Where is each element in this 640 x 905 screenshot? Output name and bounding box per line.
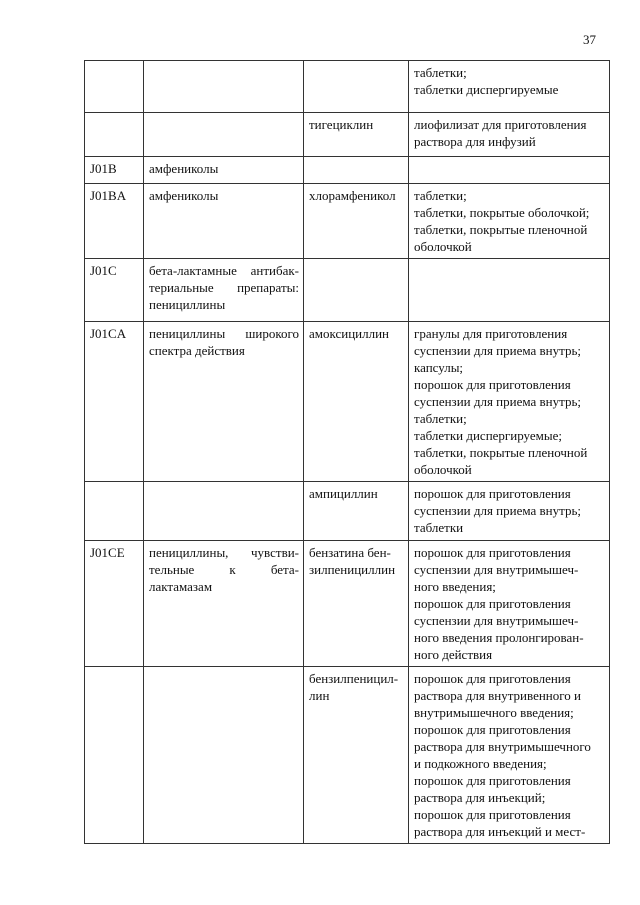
form-line: таблетки диспергируемые [414, 82, 559, 97]
drug-name-line: амоксициллин [309, 326, 390, 341]
group-line: спектра действия [149, 343, 245, 358]
form-line: порошок для приготовления [414, 486, 571, 501]
atc-code: J01CA [90, 326, 127, 341]
form-line: суспензии для приема внутрь; [414, 394, 582, 409]
atc-code-cell [85, 113, 144, 157]
group-line: пенициллины, чувстви- [149, 545, 299, 560]
atc-code-cell [85, 259, 144, 322]
dosage-forms-cell [409, 61, 610, 113]
form-line: раствора для инфузий [414, 134, 536, 149]
drug-name-cell [304, 259, 409, 322]
dosage-forms-cell [409, 541, 610, 667]
table-row [85, 113, 610, 157]
form-line: порошок для приготовления [414, 773, 571, 788]
drug-classification-table [84, 60, 610, 844]
group-line: амфениколы [149, 161, 219, 176]
group-line: териальные препараты: [149, 280, 299, 295]
table-row [85, 61, 610, 113]
table-row [85, 482, 610, 541]
form-line: суспензии для приема внутрь; [414, 343, 582, 358]
group-cell [144, 61, 304, 113]
dosage-forms-cell [409, 113, 610, 157]
drug-name-line: хлорамфеникол [309, 188, 396, 203]
group-line: бета-лактамные антибак- [149, 263, 299, 278]
form-line: порошок для приготовления [414, 377, 571, 392]
group-cell [144, 259, 304, 322]
dosage-forms-cell [409, 482, 610, 541]
group-line: лактамазам [149, 579, 213, 594]
drug-name-line: лин [309, 688, 330, 703]
drug-name-cell [304, 157, 409, 184]
drug-name-line: бензатина бен- [309, 545, 391, 560]
drug-name-cell [304, 61, 409, 113]
form-line: гранулы для приготовления [414, 326, 568, 341]
form-line: оболочкой [414, 239, 472, 254]
form-line: таблетки [414, 520, 464, 535]
group-line: тельные к бета- [149, 562, 299, 577]
form-line: лиофилизат для приготовления [414, 117, 587, 132]
table-row [85, 259, 610, 322]
group-cell [144, 541, 304, 667]
atc-code: J01C [90, 263, 117, 278]
drug-name-line: тигециклин [309, 117, 374, 132]
form-line: порошок для приготовления [414, 807, 571, 822]
atc-code: J01BA [90, 188, 127, 203]
form-line: таблетки, покрытые пленочной [414, 222, 588, 237]
form-line: таблетки, покрытые пленочной [414, 445, 588, 460]
form-line: таблетки; [414, 188, 467, 203]
form-line: раствора для внутримышечного [414, 739, 591, 754]
atc-code-cell [85, 667, 144, 844]
group-cell [144, 184, 304, 259]
atc-code-cell [85, 541, 144, 667]
atc-code-cell [85, 157, 144, 184]
group-line: амфениколы [149, 188, 219, 203]
drug-name-cell [304, 184, 409, 259]
table-row [85, 157, 610, 184]
drug-name-cell [304, 113, 409, 157]
drug-name-cell [304, 322, 409, 482]
drug-name-cell [304, 541, 409, 667]
form-line: внутримышечного введения; [414, 705, 574, 720]
form-line: раствора для инъекций; [414, 790, 546, 805]
form-line: суспензии для внутримышеч- [414, 562, 579, 577]
form-line: раствора для внутривенного и [414, 688, 581, 703]
drug-name-cell [304, 667, 409, 844]
table-row [85, 184, 610, 259]
drug-name-line: зилпенициллин [309, 562, 396, 577]
form-line: таблетки диспергируемые; [414, 428, 562, 443]
drug-name-line: бензилпеницил- [309, 671, 399, 686]
dosage-forms-cell [409, 184, 610, 259]
form-line: порошок для приготовления [414, 596, 571, 611]
form-line: и подкожного введения; [414, 756, 547, 771]
form-line: ного введения пролонгирован- [414, 630, 584, 645]
page-number: 37 [583, 32, 596, 47]
group-cell [144, 667, 304, 844]
form-line: капсулы; [414, 360, 464, 375]
table-row [85, 667, 610, 844]
form-line: порошок для приготовления [414, 722, 571, 737]
group-cell [144, 322, 304, 482]
dosage-forms-cell [409, 667, 610, 844]
form-line: суспензии для приема внутрь; [414, 503, 582, 518]
atc-code: J01CE [90, 545, 125, 560]
table-row [85, 541, 610, 667]
form-line: оболочкой [414, 462, 472, 477]
form-line: раствора для инъекций и мест- [414, 824, 586, 839]
group-cell [144, 482, 304, 541]
atc-code-cell [85, 61, 144, 113]
form-line: суспензии для внутримышеч- [414, 613, 579, 628]
dosage-forms-cell [409, 259, 610, 322]
form-line: порошок для приготовления [414, 545, 571, 560]
form-line: таблетки; [414, 65, 467, 80]
group-line: пенициллины широкого [149, 326, 299, 341]
form-line: ного введения; [414, 579, 496, 594]
group-cell [144, 113, 304, 157]
form-line: порошок для приготовления [414, 671, 571, 686]
table-row [85, 322, 610, 482]
group-cell [144, 157, 304, 184]
atc-code-cell [85, 322, 144, 482]
form-line: ного действия [414, 647, 493, 662]
dosage-forms-cell [409, 322, 610, 482]
form-line: таблетки; [414, 411, 467, 426]
form-line: таблетки, покрытые оболочкой; [414, 205, 590, 220]
drug-name-line: ампициллин [309, 486, 378, 501]
atc-code: J01B [90, 161, 117, 176]
dosage-forms-cell [409, 157, 610, 184]
group-line: пенициллины [149, 297, 226, 312]
atc-code-cell [85, 184, 144, 259]
drug-name-cell [304, 482, 409, 541]
atc-code-cell [85, 482, 144, 541]
